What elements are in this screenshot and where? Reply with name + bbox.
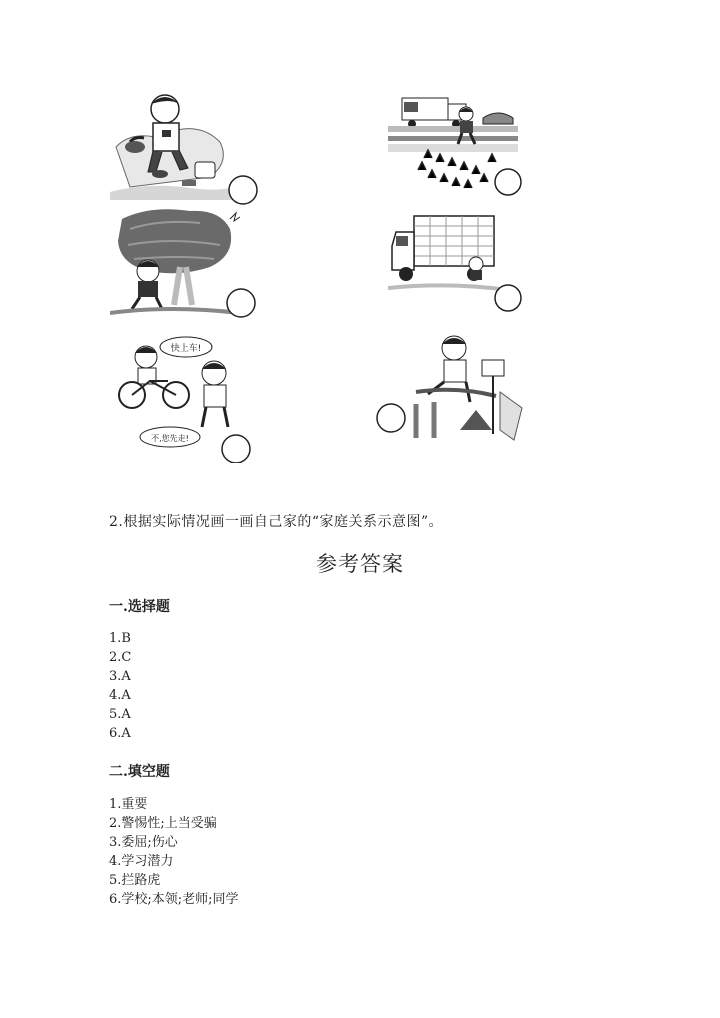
list-item: 3.A [109, 669, 131, 684]
illustration-boy-by-highway-truck [388, 92, 524, 198]
illustration-boy-behind-truck [388, 210, 524, 314]
illustration-boy-playing-with-trash [110, 92, 260, 208]
answer-circle [227, 289, 255, 317]
list-item: 1.重要 [109, 797, 148, 812]
list-item: 3.委屈;伤心 [109, 835, 178, 850]
illustration-boy-climbing-fence [376, 330, 526, 454]
list-item: 1.B [109, 631, 131, 646]
section-heading-choice: 一.选择题 [109, 599, 170, 615]
list-item: 4.A [109, 688, 131, 703]
list-item: 2.C [109, 650, 132, 665]
answer-circle [377, 404, 405, 432]
list-item: 4.学习潜力 [109, 854, 174, 869]
list-item: 2.警惕性;上当受骗 [109, 816, 217, 831]
speech-bubble-bottom: 不,您先走! [151, 434, 189, 443]
speech-bubble-top: 快上车! [170, 344, 202, 354]
list-item: 6.A [109, 726, 131, 741]
question-2-text: 2.根据实际情况画一画自己家的“家庭关系示意图”。 [109, 514, 444, 530]
answer-circle [229, 176, 257, 204]
section-heading-fill-in: 二.填空题 [109, 764, 170, 780]
answer-circle [495, 169, 521, 195]
list-item: 6.学校;本领;老师;同学 [109, 892, 239, 907]
answer-circle [222, 435, 250, 463]
answer-key-title: 参考答案 [316, 552, 404, 576]
choice-answers-list [109, 629, 131, 743]
list-item: 5.拦路虎 [109, 873, 161, 888]
illustration-boy-under-tree-storm [110, 205, 258, 319]
fill-in-answers-list [109, 795, 239, 909]
answer-circle [495, 285, 521, 311]
illustration-bicycle-ride-offer [110, 333, 260, 463]
list-item: 5.A [109, 707, 131, 722]
